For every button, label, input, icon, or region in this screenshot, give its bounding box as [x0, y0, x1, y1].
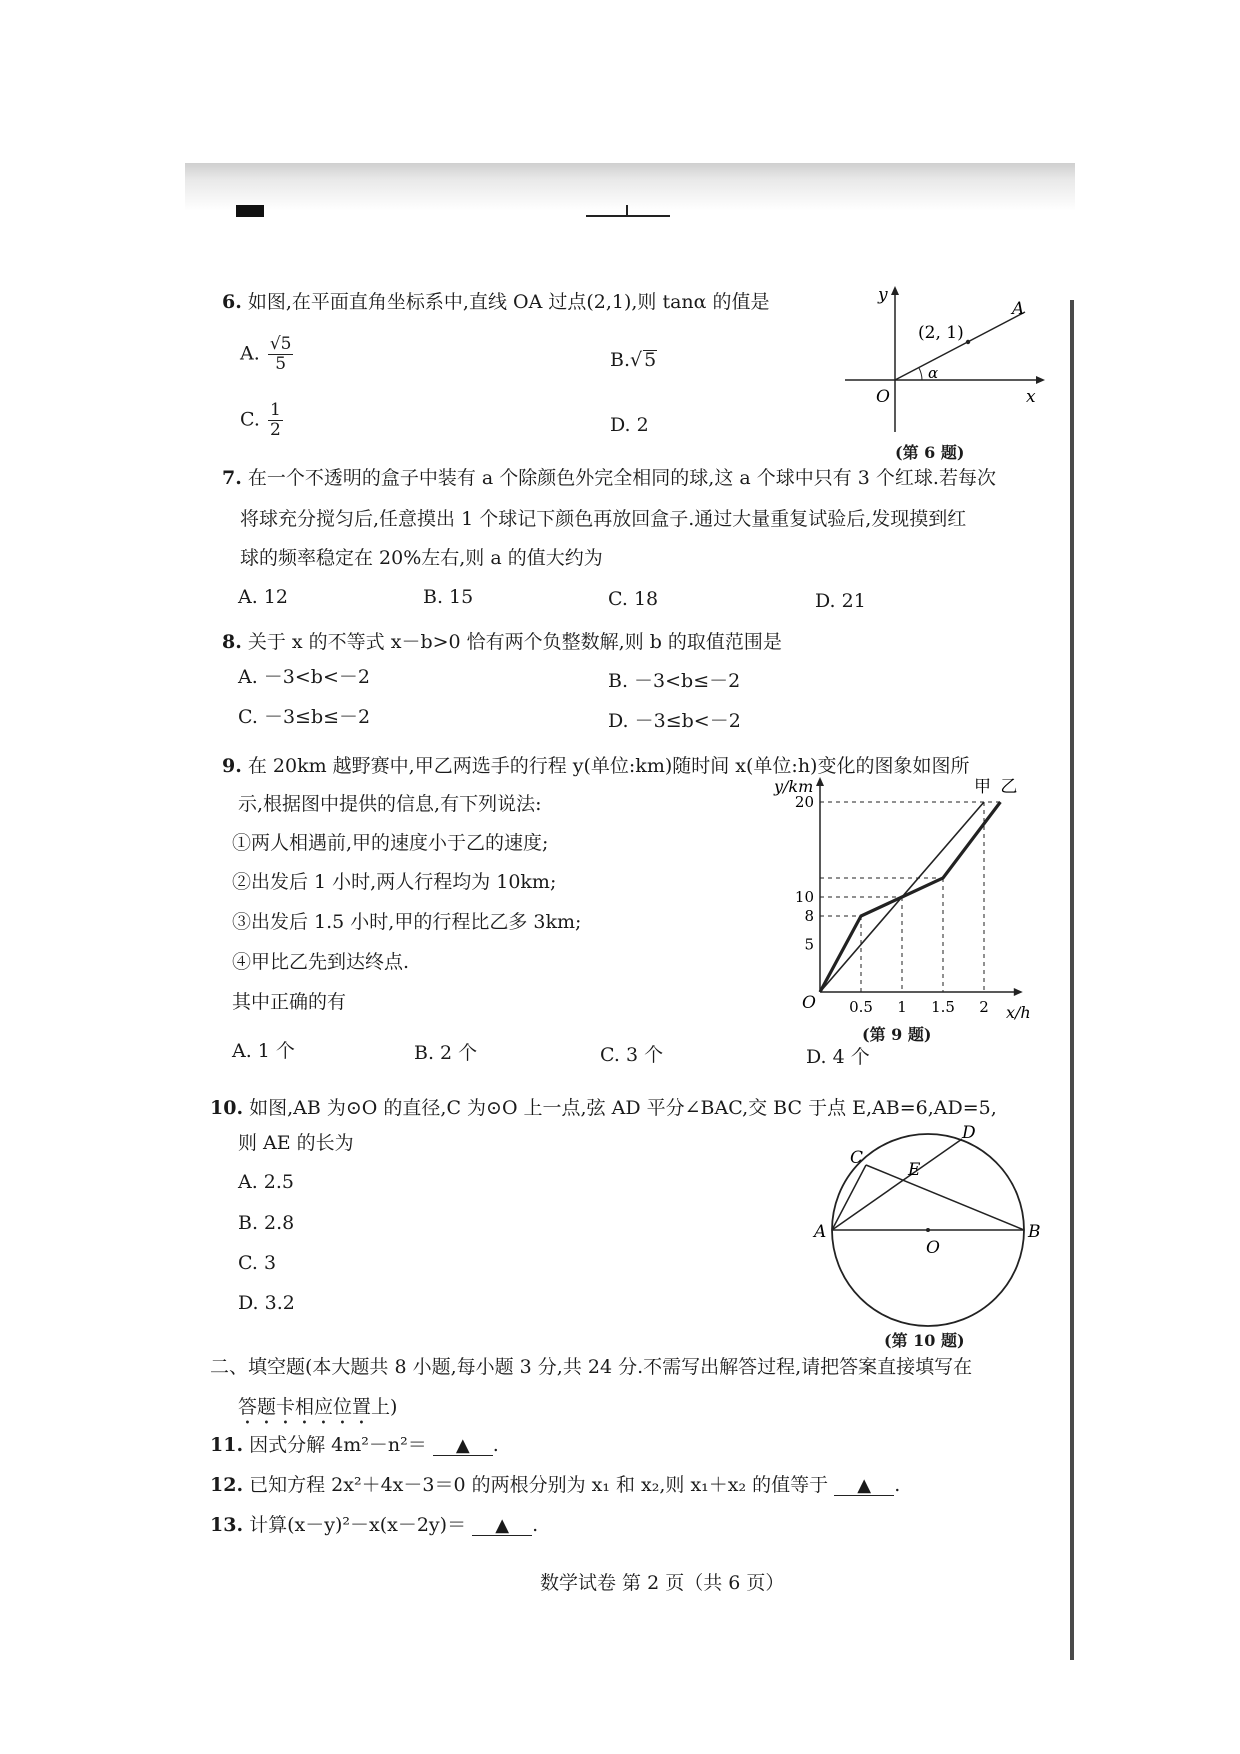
q9-y-tick-label: 5 — [804, 935, 814, 954]
scan-shadow — [185, 163, 1075, 211]
page-footer: 数学试卷 第 2 页（共 6 页） — [540, 1572, 785, 1594]
q6-option-b-radicand: 5 — [644, 349, 657, 371]
q6-option-c-numerator: 1 — [269, 400, 281, 420]
q6-option-a-denominator: 5 — [275, 354, 287, 374]
q7-option-a: A. 12 — [238, 586, 288, 608]
q10-caption: (第 10 题) — [884, 1331, 965, 1350]
q10-option-b: B. 2.8 — [238, 1212, 295, 1234]
q7-line-3: 球的频率稳定在 20%左右,则 a 的值大约为 — [240, 547, 603, 569]
q9-x-tick-label: 1 — [897, 998, 907, 1016]
q8-option-c: C. －3≤b≤－2 — [238, 706, 371, 728]
q6-angle-label: α — [928, 364, 939, 382]
q11-answer-blank: ▲ — [433, 1437, 493, 1456]
q13-text: 计算(x－y)²－x(x－2y)＝ — [249, 1514, 467, 1536]
q10-label-e: E — [908, 1160, 921, 1180]
q12-end: . — [894, 1474, 901, 1496]
q13-answer-blank: ▲ — [472, 1517, 532, 1536]
q6-option-b — [610, 350, 657, 370]
q13-end: . — [532, 1514, 539, 1536]
q6-point-2-1 — [966, 340, 970, 344]
q10-center-point — [926, 1228, 930, 1232]
q7-number: 7. — [222, 467, 242, 489]
q7-line-1 — [222, 469, 996, 488]
q10-option-d: D. 3.2 — [238, 1292, 295, 1314]
q6-option-a — [240, 336, 293, 373]
registration-mark — [236, 205, 264, 217]
q10-option-a: A. 2.5 — [238, 1171, 295, 1193]
q10-label-b: B — [1028, 1222, 1041, 1242]
q13-number: 13. — [210, 1514, 244, 1536]
q10-line-1 — [210, 1099, 997, 1118]
q10-chord-bc — [866, 1165, 1024, 1230]
q10-label-o: O — [926, 1238, 940, 1258]
q9-x-arrow-icon — [1014, 988, 1023, 996]
q9-x-tick-label: 0.5 — [849, 998, 873, 1016]
q6-x-arrow-icon — [1036, 376, 1045, 384]
q8-option-d: D. －3≤b<－2 — [608, 710, 741, 732]
q10-line-2: 则 AE 的长为 — [238, 1132, 354, 1154]
q12-row — [210, 1476, 900, 1496]
q9-y-tick-label: 10 — [794, 888, 814, 906]
section2-line-2 — [238, 1396, 397, 1429]
q8-stem — [222, 633, 782, 652]
q10-label-a: A — [814, 1222, 827, 1242]
q11-end: . — [492, 1434, 499, 1456]
q9-option-c: C. 3 个 — [600, 1044, 664, 1066]
scan-edge-line — [1070, 300, 1074, 1660]
q9-line-2: 示,根据图中提供的信息,有下列说法: — [238, 793, 542, 815]
q11-text: 因式分解 4m²－n²＝ — [249, 1434, 427, 1456]
q12-number: 12. — [210, 1474, 244, 1496]
q9-series-yi-label: 乙 — [1000, 777, 1018, 797]
q9-series-jia-label: 甲 — [974, 777, 991, 797]
q6-option-c — [240, 402, 283, 439]
q6-option-d: D. 2 — [610, 414, 649, 436]
q12-answer-blank: ▲ — [834, 1477, 894, 1496]
q8-option-a: A. －3<b<－2 — [238, 666, 370, 688]
q10-option-c: C. 3 — [238, 1252, 277, 1274]
q6-point-a-label: A — [1012, 299, 1025, 319]
section2-emphasis: 答题卡相应位置 — [238, 1396, 372, 1418]
sqrt-icon: √ — [630, 349, 643, 371]
q10-label-d: D — [962, 1123, 976, 1143]
page-top-rule — [586, 215, 670, 217]
page-top-tick — [626, 205, 628, 216]
section2-rest: 上) — [371, 1396, 398, 1418]
q9-y-axis-label: y/km — [774, 777, 814, 796]
q6-stem — [222, 293, 770, 312]
q10-text-1: 如图,AB 为⊙O 的直径,C 为⊙O 上一点,弦 AD 平分∠BAC,交 BC 于点 E,AB=6,AD=5, — [249, 1097, 997, 1119]
q6-origin-label: O — [876, 387, 890, 407]
q7-text-1: 在一个不透明的盒子中装有 a 个除颜色外完全相同的球,这 a 个球中只有 3 个红球.若每次 — [247, 467, 996, 489]
q6-y-arrow-icon — [891, 286, 899, 295]
q9-chart — [770, 770, 1050, 1030]
q7-option-d: D. 21 — [815, 590, 866, 612]
q6-option-a-fraction — [268, 336, 294, 373]
q11-row — [210, 1436, 499, 1456]
q9-question: 其中正确的有 — [232, 991, 347, 1013]
q9-x-tick-label: 1.5 — [931, 998, 955, 1016]
q6-option-a-numerator: √5 — [269, 334, 292, 354]
q9-caption: (第 9 题) — [862, 1025, 932, 1044]
q9-text-1: 在 20km 越野赛中,甲乙两选手的行程 y(单位:km)随时间 x(单位:h)变化的图象如图所 — [247, 755, 970, 777]
q6-x-label: x — [1026, 387, 1036, 407]
q6-caption: (第 6 题) — [895, 443, 965, 462]
section2-heading: 二、填空题(本大题共 8 小题,每小题 3 分,共 24 分.不需写出解答过程,请把答案直接填写在 — [210, 1356, 973, 1378]
q9-statement-4: ④甲比乙先到达终点. — [232, 951, 410, 973]
q11-number: 11. — [210, 1434, 244, 1456]
q7-option-b: B. 15 — [423, 586, 474, 608]
q8-text: 关于 x 的不等式 x－b>0 恰有两个负整数解,则 b 的取值范围是 — [247, 631, 782, 653]
q6-option-a-label: A. — [240, 342, 260, 365]
q9-statement-3: ③出发后 1.5 小时,甲的行程比乙多 3km; — [232, 911, 582, 933]
q6-option-c-label: C. — [240, 408, 260, 431]
q6-option-c-fraction — [268, 402, 283, 439]
q6-angle-arc — [919, 368, 922, 380]
q6-option-c-denominator: 2 — [269, 420, 281, 440]
q8-number: 8. — [222, 631, 242, 653]
q6-text: 如图,在平面直角坐标系中,直线 OA 过点(2,1),则 tanα 的值是 — [247, 291, 770, 313]
q6-number: 6. — [222, 291, 242, 313]
q9-y-tick-label: 8 — [804, 907, 814, 925]
q6-option-b-label: B. — [610, 349, 631, 371]
q9-statement-1: ①两人相遇前,甲的速度小于乙的速度; — [232, 832, 549, 854]
q12-text: 已知方程 2x²＋4x－3＝0 的两根分别为 x₁ 和 x₂,则 x₁＋x₂ 的值等于 — [249, 1474, 829, 1496]
q7-line-2: 将球充分搅匀后,任意摸出 1 个球记下颜色再放回盒子.通过大量重复试验后,发现摸到红 — [240, 508, 967, 530]
q9-x-tick-label: 2 — [979, 998, 989, 1016]
q7-option-c: C. 18 — [608, 588, 659, 610]
q10-figure — [814, 1123, 1050, 1335]
q8-option-b: B. －3<b≤－2 — [608, 670, 741, 692]
q9-option-a: A. 1 个 — [232, 1040, 295, 1062]
q9-y-arrow-icon — [816, 777, 824, 786]
q13-row — [210, 1516, 538, 1536]
q9-option-d: D. 4 个 — [806, 1046, 870, 1068]
q6-coord-label: (2, 1) — [918, 323, 964, 343]
q9-number: 9. — [222, 755, 242, 777]
q9-option-b: B. 2 个 — [414, 1042, 478, 1064]
q10-label-c: C — [850, 1148, 864, 1168]
q9-y-tick-label: 20 — [794, 793, 814, 811]
q9-origin-label: O — [802, 993, 816, 1013]
q9-x-axis-label: x/h — [1006, 1003, 1031, 1022]
q9-statement-2: ②出发后 1 小时,两人行程均为 10km; — [232, 871, 557, 893]
q10-number: 10. — [210, 1097, 244, 1119]
q6-figure — [840, 282, 1050, 442]
q6-y-label: y — [878, 285, 888, 305]
